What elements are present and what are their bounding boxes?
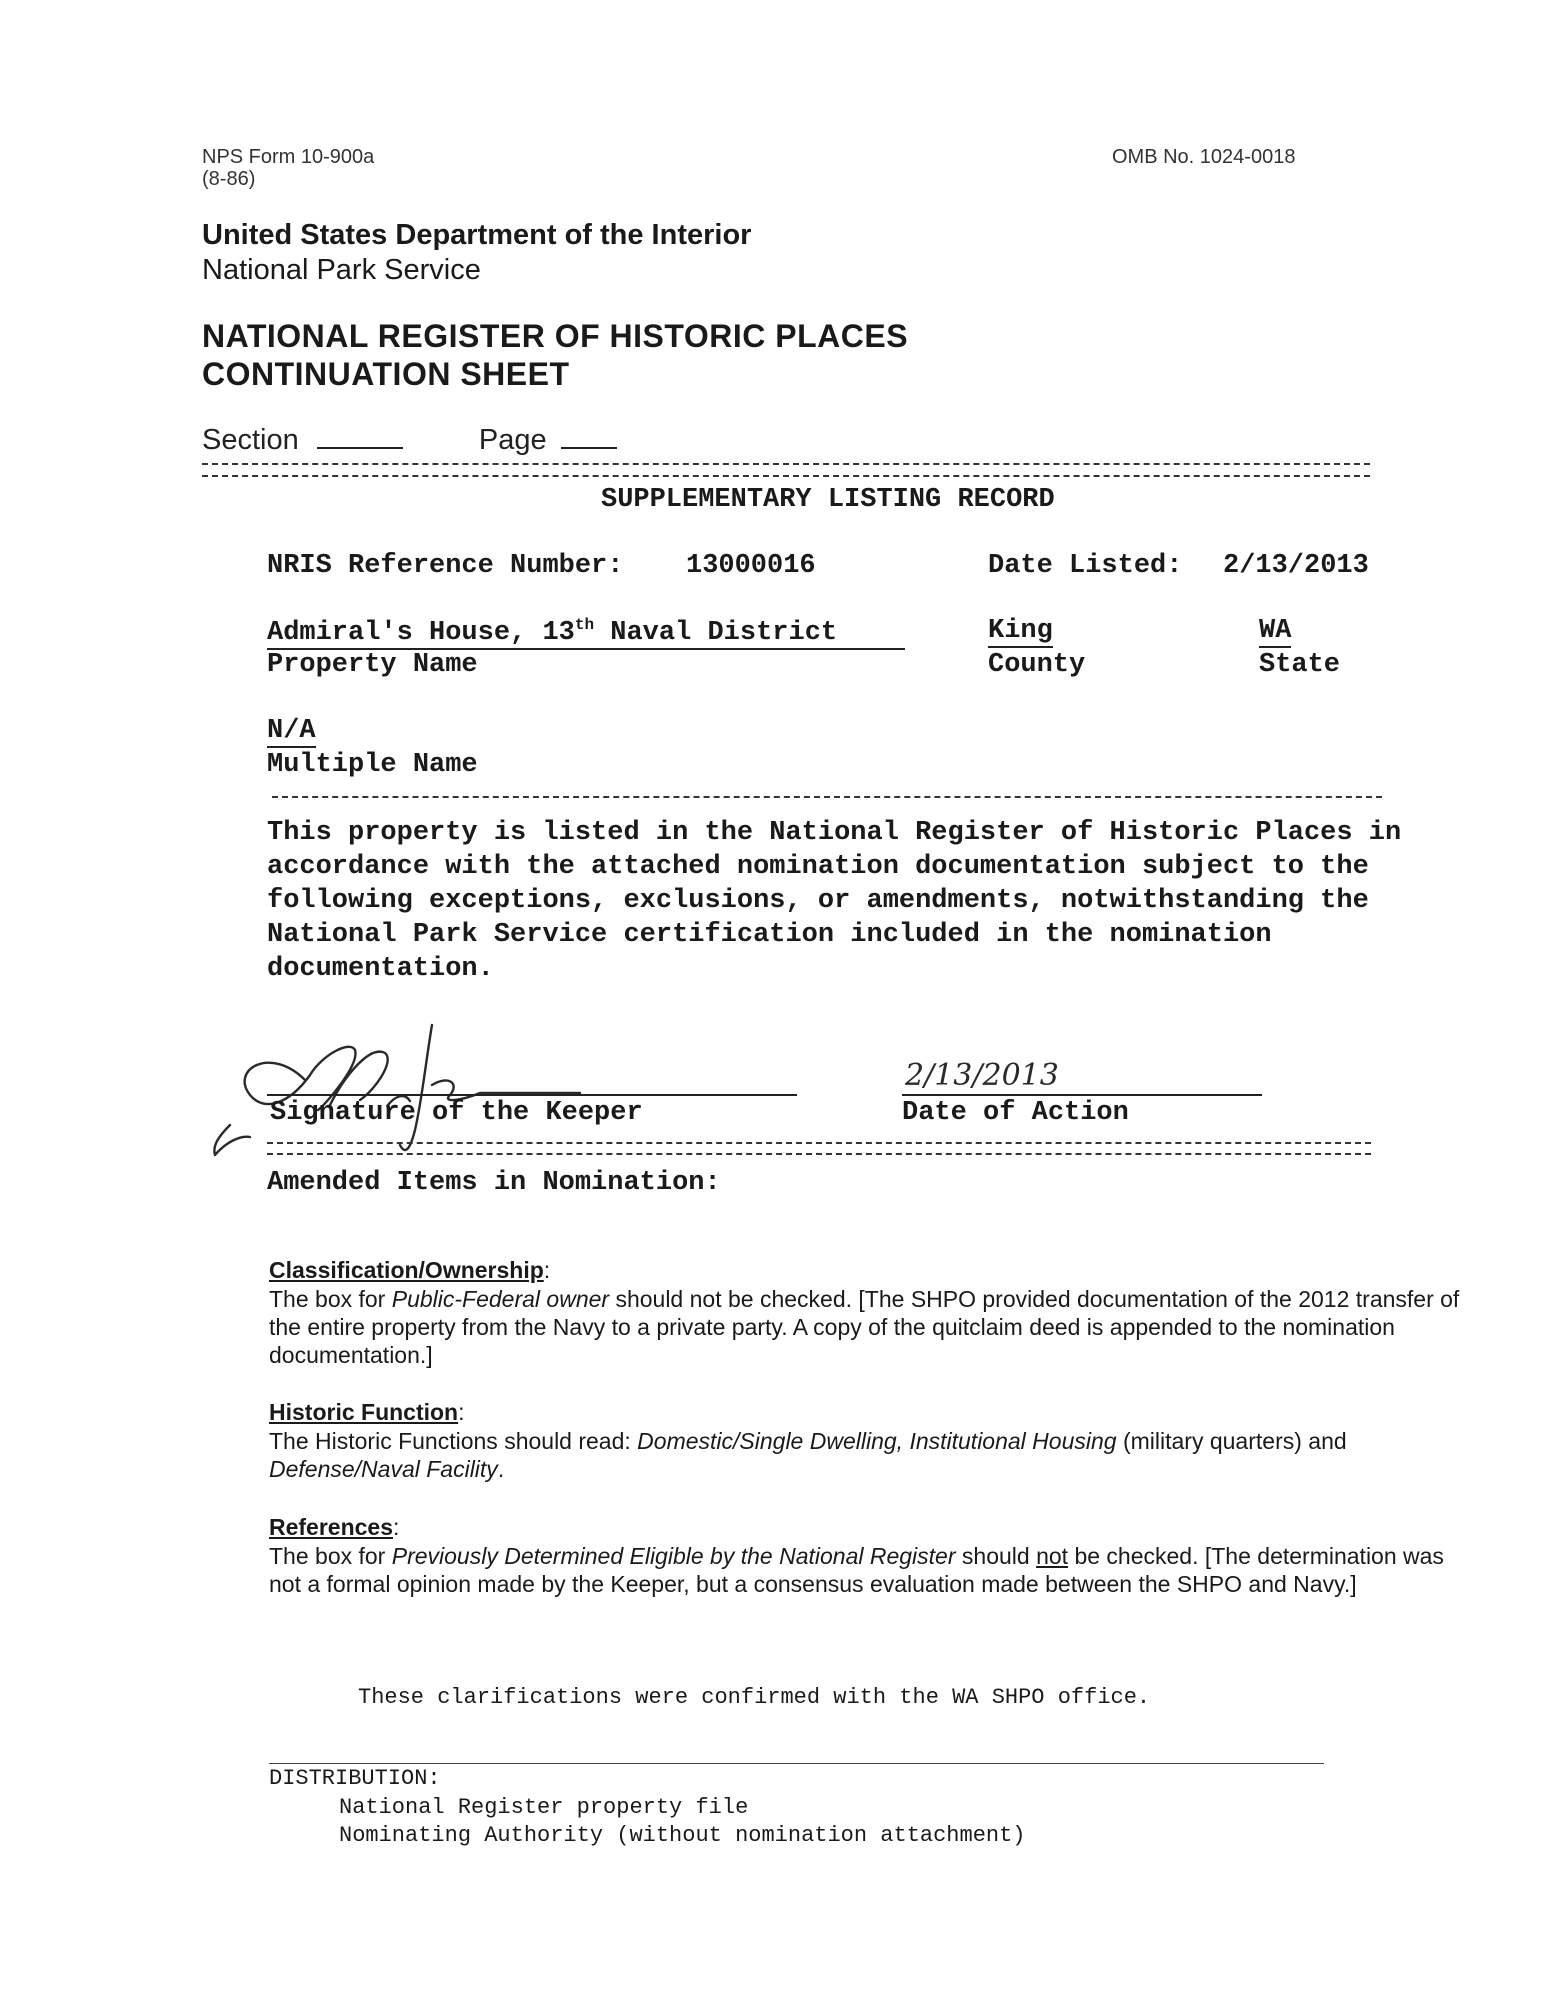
section-label: Section	[202, 424, 299, 456]
signature-line	[267, 1094, 797, 1096]
action-date-label: Date of Action	[902, 1098, 1129, 1128]
multiple-name-value: N/A	[267, 716, 316, 746]
department-title: United States Department of the Interior	[202, 219, 752, 251]
property-name-value: Admiral's House, 13th Naval District	[267, 616, 905, 650]
omb-number: OMB No. 1024-0018	[1112, 146, 1296, 168]
county-label: County	[988, 650, 1086, 680]
nris-value: 13000016	[686, 551, 816, 581]
signature-double-rule	[267, 1142, 1371, 1155]
listing-statement: This property is listed in the National Register of Historic Places in accordance with the attached nomination documentation subject to the following exceptions, exclusions, or amendments, notwithstanding the National Park Service certification included in the nomination documentation.	[267, 818, 1402, 984]
section-page-row	[202, 421, 617, 457]
nris-label: NRIS Reference Number:	[267, 551, 624, 581]
signature-label: Signature of the Keeper	[270, 1098, 643, 1128]
distribution-label: DISTRIBUTION:	[269, 1766, 441, 1791]
register-title: NATIONAL REGISTER OF HISTORIC PLACES	[202, 318, 909, 354]
keeper-signature	[210, 1005, 590, 1165]
classification-text: The box for Public-Federal owner should not be checked. [The SHPO provided documentation of the 2012 transfer of the entire property from the Navy to a private party. A copy of the quitclaim deed is appended to the nomination documentation.]	[269, 1286, 1460, 1368]
form-number: NPS Form 10-900a	[202, 146, 375, 168]
distribution-item: Nominating Authority (without nomination attachment)	[339, 1823, 1026, 1848]
action-date-line	[902, 1094, 1262, 1096]
references-heading: References:	[269, 1514, 400, 1540]
distribution-item: National Register property file	[339, 1795, 749, 1820]
function-text: The Historic Functions should read: Domestic/Single Dwelling, Institutional Housing (military quarters) and Defense/Naval Facility.	[269, 1428, 1347, 1482]
distribution-rule	[269, 1763, 1324, 1764]
state-value: WA	[1259, 616, 1292, 646]
handwritten-action-date: 2/13/2013	[905, 1058, 1059, 1093]
sheet-title: CONTINUATION SHEET	[202, 356, 570, 392]
multiple-name-label: Multiple Name	[267, 750, 478, 780]
property-name-label: Property Name	[267, 650, 478, 680]
confirmation-note: These clarifications were confirmed with the WA SHPO office.	[358, 1685, 1151, 1710]
classification-heading: Classification/Ownership:	[269, 1257, 551, 1283]
county-value: King	[988, 616, 1053, 646]
section-blank	[317, 421, 403, 449]
header-double-rule	[202, 463, 1370, 477]
references-text: The box for Previously Determined Eligible by the National Register should not be checked. [The determination was not a formal opinion made by the Keeper, but a consensus evaluation made between the SHPO and Navy.]	[269, 1543, 1444, 1597]
amended-items-label: Amended Items in Nomination:	[267, 1168, 721, 1198]
service-name: National Park Service	[202, 254, 481, 286]
function-heading: Historic Function:	[269, 1399, 465, 1425]
page-label: Page	[478, 424, 547, 456]
date-listed-label: Date Listed:	[988, 551, 1183, 581]
form-date: (8-86)	[202, 168, 256, 190]
state-label: State	[1259, 650, 1341, 680]
dashed-separator	[272, 796, 1382, 798]
date-listed-value: 2/13/2013	[1223, 551, 1369, 581]
page-blank	[561, 421, 617, 449]
record-title: SUPPLEMENTARY LISTING RECORD	[601, 485, 1055, 515]
